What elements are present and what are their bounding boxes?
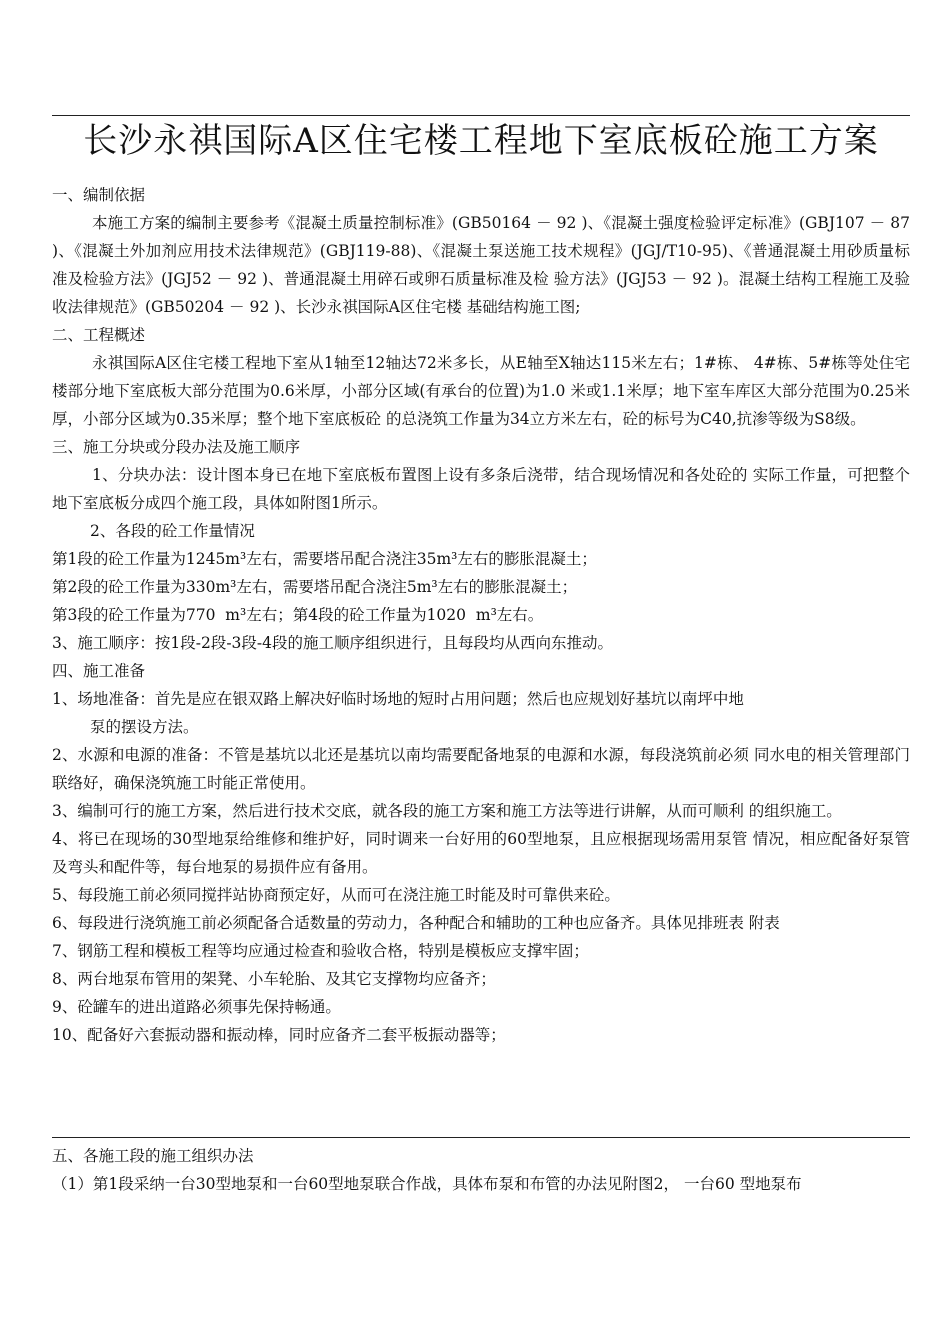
document-body xyxy=(52,181,910,1049)
segment-2-volume: 第2段的砼工作量为330m³左右，需要塔吊配合浇注5m³左右的膨胀混凝土； xyxy=(52,578,578,596)
section-4-item-10: 10、配备好六套振动器和振动棒，同时应备齐二套平板振动器等； xyxy=(52,1026,506,1044)
section-4-item-5: 5、每段施工前必须同搅拌站协商预定好，从而可在浇注施工时能及时可靠供来砼。 xyxy=(52,886,620,904)
section-divider xyxy=(52,1137,910,1138)
section-4-item-2: 2、水源和电源的准备：不管是基坑以北还是基坑以南均需要配备地泵的电源和水源，每段浇筑前必须 同水电的相关管理部门联络好，确保浇筑施工时能正常使用。 xyxy=(52,746,910,792)
document-body-continued xyxy=(52,1142,910,1198)
section-3-item-2: 2、各段的砼工作量情况 xyxy=(90,522,255,540)
section-3-heading: 三、施工分块或分段办法及施工顺序 xyxy=(52,438,301,456)
section-4-item-1-cont: 泵的摆设方法。 xyxy=(90,718,199,736)
section-2-body: 永祺国际A区住宅楼工程地下室从1轴至12轴达72米多长，从E轴至X轴达115米左右；1#栋、 4#栋、5#栋等处住宅楼部分地下室底板大部分范围为0.6米厚，小部分区域(有承台的位置)为1.0 米或1.1米厚；地下室车库区大部分范围为0.25米厚，小部分区域为0.35米厚；整个地下室底板砼 的总浇筑工作量为34立方米左右，砼的标号为C40,抗渗等级为S8级。 xyxy=(52,354,910,428)
section-4-heading: 四、施工准备 xyxy=(52,662,146,680)
document-title: 长沙永祺国际A区住宅楼工程地下室底板砼施工方案 xyxy=(83,121,879,161)
section-5-item-1: （1）第1段采纳一台30型地泵和一台60型地泵联合作战，具体布泵和布管的办法见附图2， 一台60 型地泵布 xyxy=(52,1175,802,1193)
section-4-item-7: 7、钢筋工程和模板工程等均应通过检查和验收合格，特别是模板应支撑牢固； xyxy=(52,942,589,960)
section-1-body: 本施工方案的编制主要参考《混凝土质量控制标准》(GB50164 － 92 )、《混凝土强度检验评定标准》(GBJ107 － 87 )、《混凝土外加剂应用技术法律规范》(GBJ119-88)、《混凝土泵送施工技术规程》(JGJ/T10-95)、《普通混凝土用砂质量标准及检验方法》(JGJ52 － 92 )、普通混凝土用碎石或卵石质量标准及检 验方法》(JGJ53 － 92 )。混凝土结构工程施工及验收法律规范》(GB50204 － 92 )、长沙永祺国际A区住宅楼 基础结构施工图; xyxy=(52,214,910,316)
section-4-item-1: 1、场地准备：首先是应在银双路上解决好临时场地的短时占用问题；然后也应规划好基坑以南坪中地 xyxy=(52,690,744,708)
section-3-item-3: 3、施工顺序：按1段-2段-3段-4段的施工顺序组织进行，且每段均从西向东推动。 xyxy=(52,634,614,652)
section-1-heading: 一、编制依据 xyxy=(52,186,146,204)
segment-3-4-volume: 第3段的砼工作量为770 m³左右；第4段的砼工作量为1020 m³左右。 xyxy=(52,606,544,624)
section-4-item-6: 6、每段进行浇筑施工前必须配备合适数量的劳动力，各种配合和辅助的工种也应备齐。具体见排班表 附表 xyxy=(52,914,780,932)
section-4-item-4: 4、将已在现场的30型地泵给维修和维护好，同时调来一台好用的60型地泵，且应根据现场需用泵管 情况，相应配备好泵管及弯头和配件等，每台地泵的易损件应有备用。 xyxy=(52,830,910,876)
top-rule xyxy=(52,115,910,116)
section-3-item-1: 1、分块办法：设计图本身已在地下室底板布置图上设有多条后浇带，结合现场情况和各处砼的 实际工作量，可把整个地下室底板分成四个施工段，具体如附图1所示。 xyxy=(52,466,910,512)
section-4-item-8: 8、两台地泵布管用的架凳、小车轮胎、及其它支撑物均应备齐； xyxy=(52,970,496,988)
section-4-item-9: 9、砼罐车的进出道路必须事先保持畅通。 xyxy=(52,998,341,1016)
section-5-heading: 五、各施工段的施工组织办法 xyxy=(52,1147,254,1165)
segment-1-volume: 第1段的砼工作量为1245m³左右，需要塔吊配合浇注35m³左右的膨胀混凝土； xyxy=(52,550,597,568)
section-2-heading: 二、工程概述 xyxy=(52,326,146,344)
section-4-item-3: 3、编制可行的施工方案，然后进行技术交底，就各段的施工方案和施工方法等进行讲解，从而可顺利 的组织施工。 xyxy=(52,802,842,820)
